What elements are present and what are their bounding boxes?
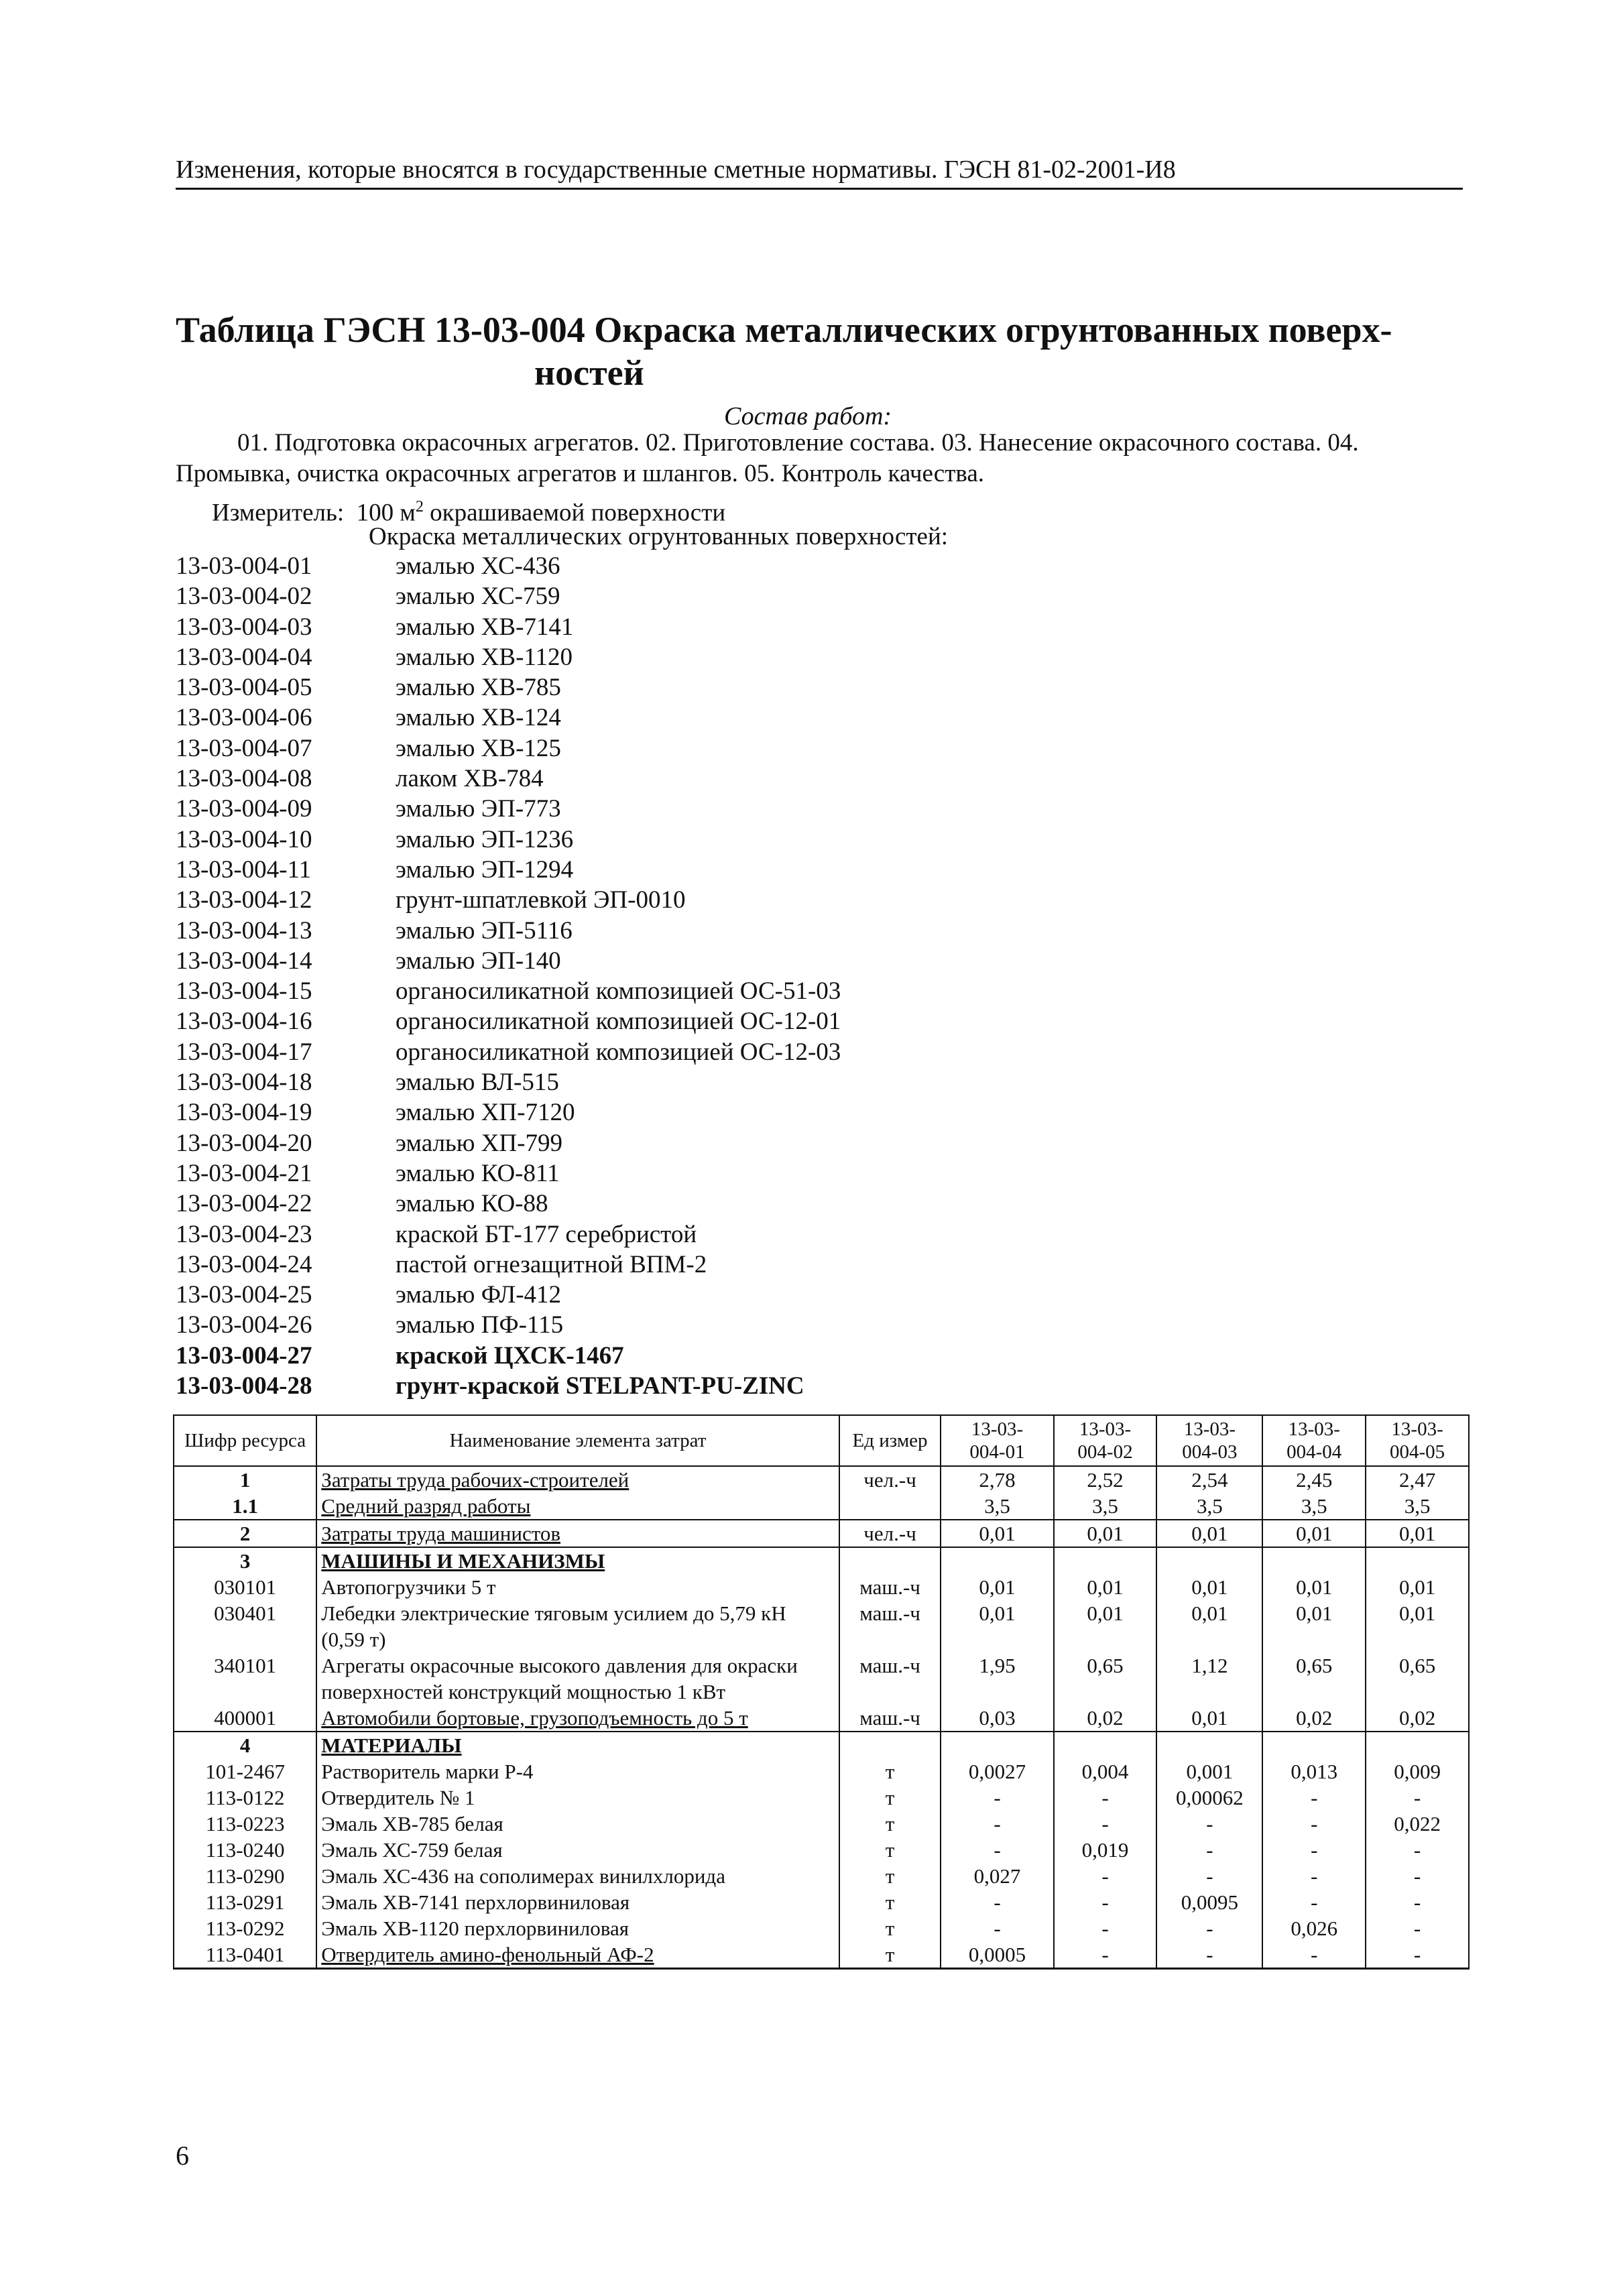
resource-value-col-2: 0,004: [1054, 1758, 1157, 1785]
norm-description: эмалью ХП-7120: [396, 1099, 575, 1127]
resource-unit: т: [839, 1811, 941, 1837]
resource-code: 340101: [174, 1652, 316, 1705]
norm-code-row: [176, 703, 841, 733]
norm-code: 13-03-004-02: [176, 583, 312, 611]
resource-value-col-2: 0,01: [1054, 1574, 1157, 1600]
resource-value-col-4: 0,01: [1262, 1574, 1366, 1600]
resource-value-col-5: -: [1366, 1785, 1469, 1811]
norm-code: 13-03-004-11: [176, 855, 312, 884]
table-row: [174, 1837, 1469, 1863]
measure-rest: окрашиваемой поверхности: [423, 499, 726, 527]
table-row: [174, 1520, 1469, 1547]
resource-unit: маш.-ч: [839, 1705, 941, 1732]
resource-value-col-4: 2,45: [1262, 1466, 1366, 1493]
resource-unit: чел.-ч: [839, 1520, 941, 1547]
table-row: [174, 1574, 1469, 1600]
resource-name: Лебедки электрические тяговым усилием до 5,79 кН (0,59 т): [316, 1600, 839, 1652]
norm-code: 13-03-004-04: [176, 643, 312, 671]
norm-description: краской ЦХСК-1467: [396, 1341, 624, 1370]
resource-unit: [839, 1547, 941, 1574]
resource-value-col-5: -: [1366, 1863, 1469, 1889]
resource-value-col-2: [1054, 1732, 1157, 1758]
resource-name: Автопогрузчики 5 т: [316, 1574, 839, 1600]
norm-code-row: [176, 612, 841, 642]
resource-value-col-5: 0,02: [1366, 1705, 1469, 1732]
resource-value-col-5: 2,47: [1366, 1466, 1469, 1493]
norm-code-row: [176, 642, 841, 672]
resource-name: Эмаль ХВ-1120 перхлорвиниловая: [316, 1915, 839, 1941]
norm-description: грунт-шпатлевкой ЭП-0010: [396, 886, 686, 914]
work-composition-text: [176, 428, 1463, 489]
resource-value-col-3: 2,54: [1156, 1466, 1262, 1493]
resource-value-col-3: -: [1156, 1941, 1262, 1969]
resource-value-col-4: -: [1262, 1837, 1366, 1863]
table-row: [174, 1705, 1469, 1732]
table-row: [174, 1915, 1469, 1941]
work-composition-caption: Состав работ:: [724, 402, 892, 430]
resource-unit: маш.-ч: [839, 1652, 941, 1705]
resource-value-col-5: 0,01: [1366, 1574, 1469, 1600]
resource-code: 030101: [174, 1574, 316, 1600]
norm-description: эмалью КО-811: [396, 1159, 560, 1187]
norm-code-row: [176, 1067, 841, 1097]
resource-code: 113-0223: [174, 1811, 316, 1837]
norm-code-row: [176, 1189, 841, 1219]
norm-description: эмалью ХВ-1120: [396, 643, 573, 671]
norm-code-row: [176, 1097, 841, 1128]
resource-value-col-4: 0,026: [1262, 1915, 1366, 1941]
running-header: Изменения, которые вносятся в государственные сметные нормативы. ГЭСН 81-02-2001-И8: [176, 153, 1463, 190]
norm-description: пастой огнезащитной ВПМ-2: [396, 1250, 707, 1278]
norm-code-row: [176, 1371, 841, 1401]
header-col-2: 13-03- 004-02: [1054, 1415, 1157, 1466]
resource-code: 113-0291: [174, 1889, 316, 1915]
resource-value-col-3: 0,01: [1156, 1520, 1262, 1547]
norm-description: эмалью ХС-436: [396, 552, 560, 580]
resource-name: МАШИНЫ И МЕХАНИЗМЫ: [316, 1547, 839, 1574]
norm-code-row: [176, 1310, 841, 1340]
norm-code-row: [176, 825, 841, 855]
norm-code-row: [176, 976, 841, 1006]
norm-description: эмалью ХП-799: [396, 1129, 562, 1157]
resource-code: 3: [174, 1547, 316, 1574]
resource-name: МАТЕРИАЛЫ: [316, 1732, 839, 1758]
resource-unit: т: [839, 1785, 941, 1811]
resource-value-col-5: -: [1366, 1889, 1469, 1915]
resource-value-col-2: [1054, 1547, 1157, 1574]
resource-value-col-4: 3,5: [1262, 1493, 1366, 1520]
resource-value-col-5: 0,022: [1366, 1811, 1469, 1837]
resource-table: [173, 1414, 1470, 1970]
resource-value-col-2: 0,65: [1054, 1652, 1157, 1705]
norm-code: 13-03-004-10: [176, 825, 312, 853]
norm-code-row: [176, 1128, 841, 1158]
resource-code: 113-0290: [174, 1863, 316, 1889]
resource-value-col-4: -: [1262, 1941, 1366, 1969]
work-line-2: Промывка, очистка окрасочных агрегатов и шлангов. 05. Контроль качества.: [176, 460, 985, 487]
norm-code: 13-03-004-14: [176, 947, 312, 975]
norm-code-row: [176, 1280, 841, 1310]
norm-code: 13-03-004-23: [176, 1220, 312, 1248]
norm-code-row: [176, 733, 841, 764]
norm-code: 13-03-004-12: [176, 886, 312, 914]
resource-unit: чел.-ч: [839, 1466, 941, 1493]
measure-value: 100 м: [356, 499, 416, 527]
norm-description: эмалью ХВ-785: [396, 674, 561, 702]
header-name: Наименование элемента затрат: [316, 1415, 839, 1466]
table-title-line2: ностей: [534, 353, 644, 393]
resource-value-col-4: [1262, 1547, 1366, 1574]
resource-value-col-1: 0,01: [941, 1574, 1053, 1600]
norm-description: эмалью ХС-759: [396, 583, 560, 611]
norm-code: 13-03-004-21: [176, 1159, 312, 1187]
norm-description: эмалью ЭП-773: [396, 795, 561, 823]
resource-value-col-1: -: [941, 1785, 1053, 1811]
norm-code: 13-03-004-16: [176, 1008, 312, 1036]
norm-description: эмалью ВЛ-515: [396, 1069, 559, 1097]
resource-value-col-2: 0,02: [1054, 1705, 1157, 1732]
norm-description: эмалью ЭП-1294: [396, 855, 574, 884]
resource-value-col-4: -: [1262, 1811, 1366, 1837]
resource-name: Эмаль ХВ-785 белая: [316, 1811, 839, 1837]
table-row: [174, 1941, 1469, 1969]
norm-description: органосиликатной композицией ОС-12-01: [396, 1008, 841, 1036]
resource-code: 113-0122: [174, 1785, 316, 1811]
norm-code: 13-03-004-27: [176, 1341, 312, 1370]
norm-code: 13-03-004-05: [176, 674, 312, 702]
table-row: [174, 1466, 1469, 1493]
norm-code: 13-03-004-01: [176, 552, 312, 580]
resource-value-col-1: -: [941, 1811, 1053, 1837]
resource-value-col-4: 0,65: [1262, 1652, 1366, 1705]
norm-code: 13-03-004-13: [176, 916, 312, 945]
resource-value-col-2: -: [1054, 1889, 1157, 1915]
table-row: [174, 1732, 1469, 1758]
resource-value-col-1: 0,027: [941, 1863, 1053, 1889]
resource-value-col-2: 0,019: [1054, 1837, 1157, 1863]
resource-value-col-3: [1156, 1732, 1262, 1758]
resource-value-col-1: [941, 1547, 1053, 1574]
resource-value-col-1: 0,03: [941, 1705, 1053, 1732]
table-header-row: [174, 1415, 1469, 1466]
resource-value-col-1: -: [941, 1915, 1053, 1941]
resource-name: Эмаль ХВ-7141 перхлорвиниловая: [316, 1889, 839, 1915]
norm-code: 13-03-004-17: [176, 1038, 312, 1066]
resource-value-col-2: 2,52: [1054, 1466, 1157, 1493]
resource-name: Отвердитель амино-фенольный АФ-2: [316, 1941, 839, 1969]
resource-code: 1.1: [174, 1493, 316, 1520]
resource-value-col-2: 3,5: [1054, 1493, 1157, 1520]
resource-value-col-5: 0,65: [1366, 1652, 1469, 1705]
group-heading: Окраска металлических огрунтованных поверхностей:: [369, 523, 949, 550]
measure-label: Измеритель:: [212, 499, 345, 527]
resource-value-col-4: -: [1262, 1889, 1366, 1915]
resource-value-col-4: 0,01: [1262, 1520, 1366, 1547]
resource-name: Затраты труда машинистов: [316, 1520, 839, 1547]
resource-name: Агрегаты окрасочные высокого давления для окраски поверхностей конструкций мощностью 1 кВт: [316, 1652, 839, 1705]
resource-unit: т: [839, 1915, 941, 1941]
resource-value-col-4: 0,02: [1262, 1705, 1366, 1732]
norm-description: эмалью КО-88: [396, 1190, 548, 1218]
resource-unit: [839, 1732, 941, 1758]
norm-description: органосиликатной композицией ОС-12-03: [396, 1038, 841, 1066]
norm-description: грунт-краской STELPANT-PU-ZINC: [396, 1372, 804, 1400]
norm-code-row: [176, 1037, 841, 1067]
resource-value-col-5: [1366, 1732, 1469, 1758]
norm-code: 13-03-004-20: [176, 1129, 312, 1157]
resource-value-col-5: 3,5: [1366, 1493, 1469, 1520]
norm-code: 13-03-004-07: [176, 734, 312, 762]
resource-value-col-2: 0,01: [1054, 1600, 1157, 1652]
resource-value-col-3: 0,001: [1156, 1758, 1262, 1785]
resource-code: 113-0401: [174, 1941, 316, 1969]
table-row: [174, 1889, 1469, 1915]
resource-value-col-3: 0,01: [1156, 1600, 1262, 1652]
norm-code: 13-03-004-28: [176, 1372, 312, 1400]
norm-code: 13-03-004-26: [176, 1311, 312, 1339]
resource-value-col-2: -: [1054, 1785, 1157, 1811]
resource-value-col-1: [941, 1732, 1053, 1758]
resource-value-col-2: 0,01: [1054, 1520, 1157, 1547]
norm-code-row: [176, 581, 841, 611]
norm-code-row: [176, 946, 841, 976]
norm-code-row: [176, 916, 841, 946]
resource-name: Отвердитель № 1: [316, 1785, 839, 1811]
resource-value-col-1: -: [941, 1837, 1053, 1863]
resource-code: 400001: [174, 1705, 316, 1732]
norm-code: 13-03-004-22: [176, 1190, 312, 1218]
resource-value-col-3: 0,00062: [1156, 1785, 1262, 1811]
resource-value-col-1: 0,01: [941, 1600, 1053, 1652]
norm-code-row: [176, 1158, 841, 1189]
norm-description: эмалью ЭП-1236: [396, 825, 574, 853]
resource-code: 1: [174, 1466, 316, 1493]
norm-description: органосиликатной композицией ОС-51-03: [396, 977, 841, 1006]
resource-value-col-1: -: [941, 1889, 1053, 1915]
resource-unit: т: [839, 1837, 941, 1863]
norm-code: 13-03-004-19: [176, 1099, 312, 1127]
measure-sup: 2: [415, 498, 424, 516]
resource-value-col-2: -: [1054, 1863, 1157, 1889]
resource-value-col-4: 0,01: [1262, 1600, 1366, 1652]
norm-description: краской БТ-177 серебристой: [396, 1220, 697, 1248]
resource-value-col-3: [1156, 1547, 1262, 1574]
resource-value-col-5: -: [1366, 1941, 1469, 1969]
norm-code-row: [176, 764, 841, 794]
resource-value-col-2: -: [1054, 1941, 1157, 1969]
resource-code: 030401: [174, 1600, 316, 1652]
resource-code: 4: [174, 1732, 316, 1758]
norm-code: 13-03-004-15: [176, 977, 312, 1006]
resource-value-col-2: -: [1054, 1811, 1157, 1837]
norm-code: 13-03-004-09: [176, 795, 312, 823]
table-row: [174, 1811, 1469, 1837]
norm-description: эмалью ХВ-125: [396, 734, 561, 762]
resource-name: Эмаль ХС-436 на сополимерах винилхлорида: [316, 1863, 839, 1889]
resource-code: 101-2467: [174, 1758, 316, 1785]
resource-unit: т: [839, 1758, 941, 1785]
resource-value-col-3: -: [1156, 1915, 1262, 1941]
work-line-1: 01. Подготовка окрасочных агрегатов. 02. Приготовление состава. 03. Нанесение окрасочного состава. 04.: [237, 429, 1359, 457]
norm-code: 13-03-004-24: [176, 1250, 312, 1278]
norm-code-row: [176, 551, 841, 581]
table-row: [174, 1785, 1469, 1811]
norm-description: эмалью ХВ-124: [396, 704, 561, 732]
norm-code-row: [176, 1341, 841, 1371]
header-col-1: 13-03- 004-01: [941, 1415, 1053, 1466]
norm-description: эмалью ЭП-140: [396, 947, 561, 975]
page-number: 6: [176, 2140, 189, 2171]
resource-value-col-5: -: [1366, 1837, 1469, 1863]
resource-value-col-3: -: [1156, 1837, 1262, 1863]
resource-code: 2: [174, 1520, 316, 1547]
resource-code: 113-0292: [174, 1915, 316, 1941]
resource-value-col-3: -: [1156, 1863, 1262, 1889]
resource-unit: т: [839, 1863, 941, 1889]
resource-value-col-4: [1262, 1732, 1366, 1758]
norm-code: 13-03-004-18: [176, 1069, 312, 1097]
norm-code-row: [176, 1250, 841, 1280]
resource-value-col-5: 0,01: [1366, 1520, 1469, 1547]
resource-unit: [839, 1493, 941, 1520]
resource-value-col-1: 0,01: [941, 1520, 1053, 1547]
table-row: [174, 1493, 1469, 1520]
resource-name: Автомобили бортовые, грузоподъемность до 5 т: [316, 1705, 839, 1732]
resource-unit: т: [839, 1941, 941, 1969]
norm-code-row: [176, 885, 841, 915]
norm-code: 13-03-004-08: [176, 765, 312, 793]
table-title: [176, 308, 1463, 394]
norm-code-row: [176, 672, 841, 703]
resource-value-col-3: 0,01: [1156, 1574, 1262, 1600]
norm-code-row: [176, 1219, 841, 1250]
resource-value-col-1: 1,95: [941, 1652, 1053, 1705]
header-col-5: 13-03- 004-05: [1366, 1415, 1469, 1466]
resource-code: 113-0240: [174, 1837, 316, 1863]
resource-unit: т: [839, 1889, 941, 1915]
resource-name: Средний разряд работы: [316, 1493, 839, 1520]
norm-code-row: [176, 794, 841, 824]
header-col-3: 13-03- 004-03: [1156, 1415, 1262, 1466]
resource-value-col-5: 0,01: [1366, 1600, 1469, 1652]
resource-value-col-4: -: [1262, 1863, 1366, 1889]
resource-value-col-3: 0,01: [1156, 1705, 1262, 1732]
norm-code-list: [176, 551, 841, 1401]
norm-code: 13-03-004-06: [176, 704, 312, 732]
norm-description: эмалью ФЛ-412: [396, 1281, 562, 1309]
resource-value-col-3: 3,5: [1156, 1493, 1262, 1520]
resource-value-col-1: 0,0005: [941, 1941, 1053, 1969]
header-unit: Ед измер: [839, 1415, 941, 1466]
norm-description: эмалью ЭП-5116: [396, 916, 573, 945]
resource-value-col-3: 1,12: [1156, 1652, 1262, 1705]
norm-code: 13-03-004-25: [176, 1281, 312, 1309]
norm-code: 13-03-004-03: [176, 613, 312, 641]
resource-unit: маш.-ч: [839, 1600, 941, 1652]
resource-value-col-5: 0,009: [1366, 1758, 1469, 1785]
table-row: [174, 1652, 1469, 1705]
resource-value-col-4: 0,013: [1262, 1758, 1366, 1785]
norm-code-row: [176, 855, 841, 885]
table-row: [174, 1758, 1469, 1785]
resource-value-col-3: 0,0095: [1156, 1889, 1262, 1915]
table-row: [174, 1600, 1469, 1652]
norm-description: эмалью ХВ-7141: [396, 613, 574, 641]
resource-value-col-3: -: [1156, 1811, 1262, 1837]
norm-code-row: [176, 1006, 841, 1036]
resource-name: Затраты труда рабочих-строителей: [316, 1466, 839, 1493]
resource-value-col-2: -: [1054, 1915, 1157, 1941]
resource-unit: маш.-ч: [839, 1574, 941, 1600]
header-col-4: 13-03- 004-04: [1262, 1415, 1366, 1466]
header-code: Шифр ресурса: [174, 1415, 316, 1466]
resource-name: Растворитель марки Р-4: [316, 1758, 839, 1785]
resource-name: Эмаль ХС-759 белая: [316, 1837, 839, 1863]
table-row: [174, 1547, 1469, 1574]
resource-value-col-4: -: [1262, 1785, 1366, 1811]
table-row: [174, 1863, 1469, 1889]
norm-description: эмалью ПФ-115: [396, 1311, 564, 1339]
resource-value-col-1: 0,0027: [941, 1758, 1053, 1785]
resource-value-col-1: 2,78: [941, 1466, 1053, 1493]
resource-value-col-1: 3,5: [941, 1493, 1053, 1520]
norm-description: лаком ХВ-784: [396, 765, 544, 793]
resource-value-col-5: [1366, 1547, 1469, 1574]
table-title-line1: Таблица ГЭСН 13-03-004 Окраска металлических огрунтованных поверх-: [176, 310, 1392, 350]
resource-value-col-5: -: [1366, 1915, 1469, 1941]
